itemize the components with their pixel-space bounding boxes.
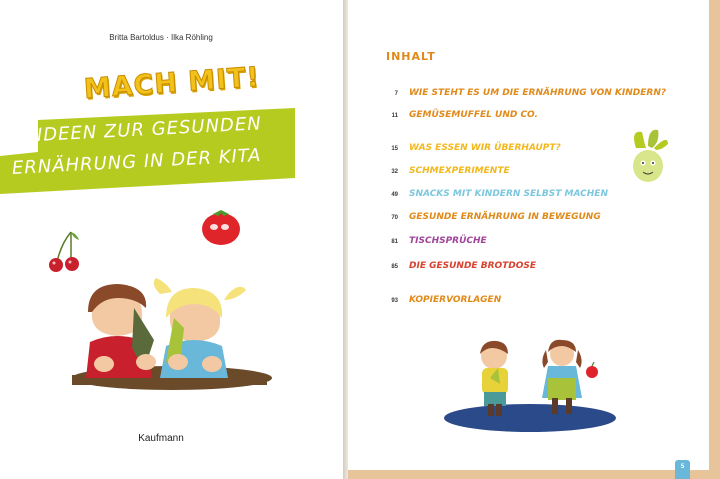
toc-entry[interactable]	[0, 212, 720, 226]
toc-entry[interactable]	[0, 189, 720, 203]
toc-page-number: 7	[394, 91, 398, 97]
subtitle-line-1: IDEEN ZUR GESUNDEN	[36, 113, 263, 146]
authors: Britta Bartoldus · Ilka Röhling	[109, 33, 213, 42]
subtitle-line-2: ERNÄHRUNG IN DER KITA	[11, 144, 262, 179]
page-edge-bottom	[348, 470, 720, 479]
toc-entry[interactable]	[0, 166, 720, 180]
toc-title: DIE GESUNDE BROTDOSE	[409, 261, 537, 271]
toc-title: SCHMEXPERIMENTE	[409, 166, 510, 176]
toc-entry[interactable]	[0, 261, 720, 275]
kohlrabi-illustration	[626, 128, 670, 186]
toc-title: WAS ESSEN WIR ÜBERHAUPT?	[409, 143, 561, 153]
toc-title: WIE STEHT ES UM DIE ERNÄHRUNG VON KINDERN?	[409, 88, 667, 98]
toc-entry[interactable]	[0, 143, 720, 157]
toc-title: SNACKS MIT KINDERN SELBST MACHEN	[409, 189, 608, 199]
toc-page-number: 49	[391, 192, 398, 198]
page-number-badge: 5	[675, 460, 690, 479]
toc-page-number: 70	[391, 215, 398, 221]
toc-entry[interactable]	[0, 88, 720, 102]
toc-title: GESUNDE ERNÄHRUNG IN BEWEGUNG	[409, 212, 601, 222]
toc-page-number: 81	[391, 239, 398, 245]
toc-title: GEMÜSEMUFFEL UND CO.	[409, 110, 538, 120]
toc-title: TISCHSPRÜCHE	[409, 236, 487, 246]
toc-entry[interactable]	[0, 236, 720, 250]
toc-page-number: 15	[391, 146, 398, 152]
toc-page-number: 85	[391, 264, 398, 270]
toc-page-number: 93	[391, 298, 398, 304]
children-with-apple-illustration	[444, 338, 622, 432]
toc-entry[interactable]	[0, 295, 720, 309]
toc-page-number: 32	[391, 169, 398, 175]
book-title: MACH MIT!	[82, 61, 261, 105]
toc-entry[interactable]	[0, 110, 720, 124]
toc-page-number: 11	[391, 113, 398, 119]
toc-heading: INHALT	[386, 50, 436, 63]
toc-title: KOPIERVORLAGEN	[409, 295, 502, 305]
publisher: Kaufmann	[138, 433, 184, 444]
